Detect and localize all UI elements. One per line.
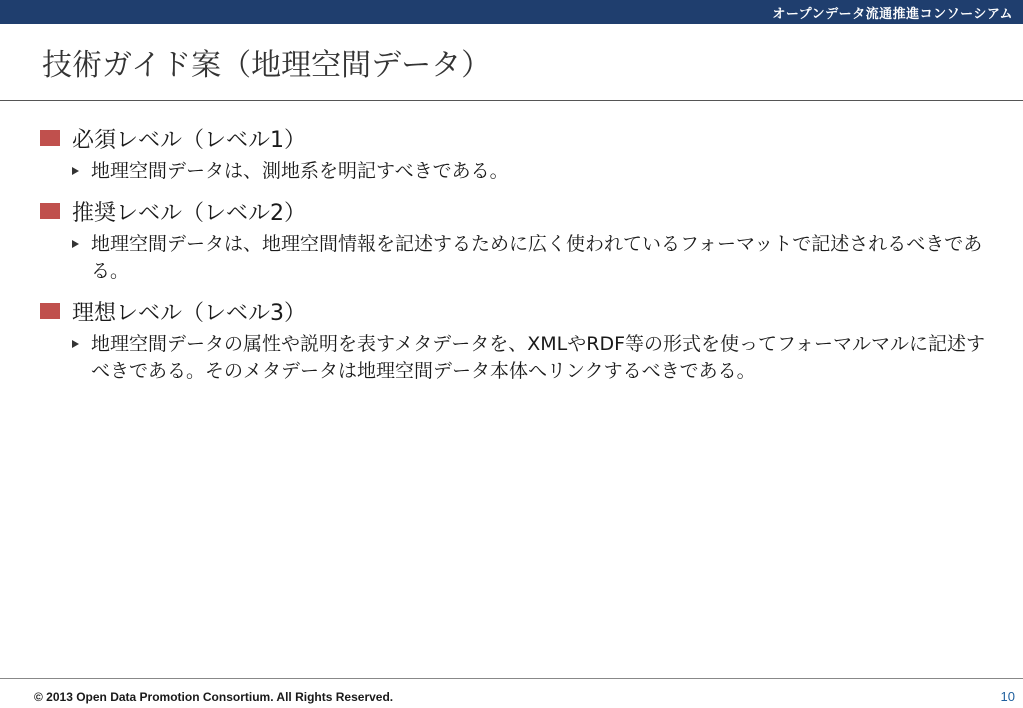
header-bar bbox=[0, 0, 1023, 24]
square-bullet-icon bbox=[40, 303, 60, 319]
level-title: 必須レベル（レベル1） bbox=[72, 127, 306, 153]
triangle-bullet-icon bbox=[72, 240, 79, 248]
bullet-text: 地理空間データは、測地系を明記すべきである。 bbox=[91, 160, 509, 182]
square-bullet-icon bbox=[40, 130, 60, 146]
bullet-text: 地理空間データは、地理空間情報を記述するために広く使われているフォーマットで記述されるべきである。 bbox=[91, 233, 983, 282]
triangle-bullet-icon bbox=[72, 167, 79, 175]
slide-title: 技術ガイド案（地理空間データ） bbox=[42, 48, 492, 83]
bullet-text: 地理空間データの属性や説明を表すメタデータを、XMLやRDF等の形式を使ってフォーマルマルに記述すべきである。そのメタデータは地理空間データ本体へリンクするべきである。 bbox=[91, 333, 986, 382]
level-title: 理想レベル（レベル3） bbox=[72, 300, 306, 326]
slide-content bbox=[40, 122, 1000, 385]
copyright-notice: © 2013 Open Data Promotion Consortium. All Rights Reserved. bbox=[34, 690, 394, 704]
level-bullet-item bbox=[72, 231, 1000, 285]
level-heading-required bbox=[40, 122, 1000, 154]
level-heading-ideal bbox=[40, 295, 1000, 327]
title-divider bbox=[0, 100, 1023, 101]
organization-name: オープンデータ流通推進コンソーシアム bbox=[772, 7, 1013, 22]
square-bullet-icon bbox=[40, 203, 60, 219]
page-number: 10 bbox=[1000, 689, 1015, 704]
level-bullet-item bbox=[72, 331, 1000, 385]
level-title: 推奨レベル（レベル2） bbox=[72, 200, 306, 226]
level-heading-recommended bbox=[40, 195, 1000, 227]
level-bullet-item bbox=[72, 158, 1000, 185]
triangle-bullet-icon bbox=[72, 340, 79, 348]
footer-divider bbox=[0, 678, 1023, 679]
